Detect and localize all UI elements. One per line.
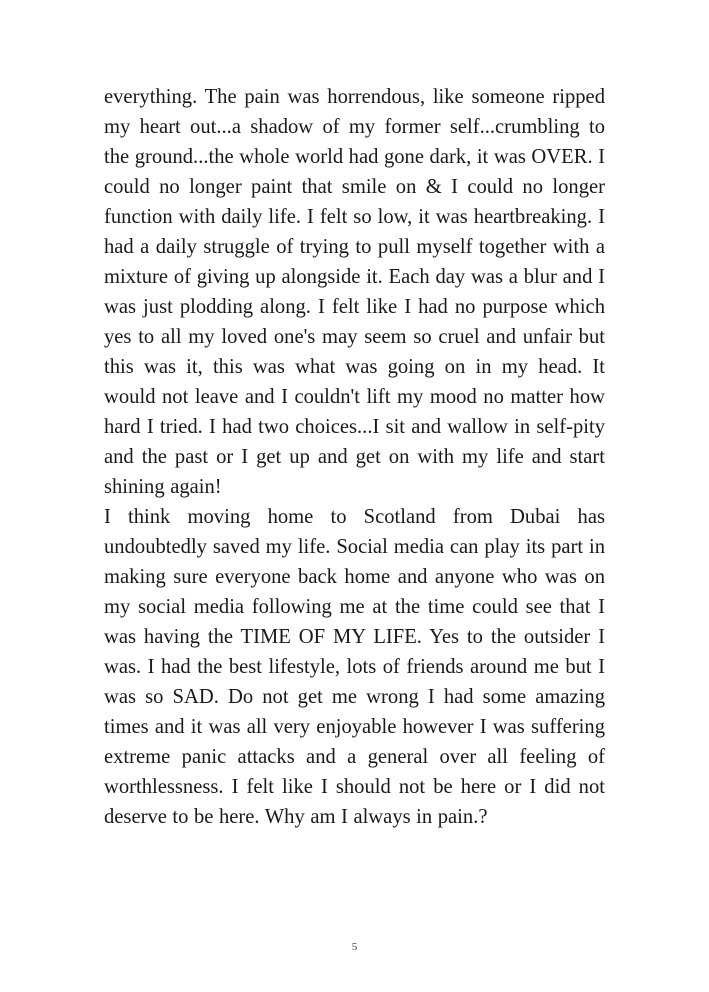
body-paragraph: I think moving home to Scotland from Dubai has undoubtedly saved my life. Social media can play its part in making sure everyone back home and anyone who was on my social media following me at the time could see that I was having the TIME OF MY LIFE. Yes to the outsider I was. I had the best lifestyle, lots of friends around me but I was so SAD. Do not get me wrong I had some amazing times and it was all very enjoyable however I was suffering extreme panic attacks and a general over all feeling of worthlessness. I felt like I should not be here or I did not deserve to be here. Why am I always in pain.? xyxy=(104,506,605,828)
page-body xyxy=(104,82,605,832)
page-number: 5 xyxy=(351,941,358,953)
body-paragraph: everything. The pain was horrendous, like someone ripped my heart out...a shadow of my former self...crumbling to the ground...the whole world had gone dark, it was OVER. I could no longer paint that smile on & I could no longer function with daily life. I felt so low, it was heartbreaking. I had a daily struggle of trying to pull myself together with a mixture of giving up alongside it. Each day was a blur and I was just plodding along. I felt like I had no purpose which yes to all my loved one's may seem so cruel and unfair but this was it, this was what was going on in my head. It would not leave and I couldn't lift my mood no matter how hard I tried. I had two choices...I sit and wallow in self-pity and the past or I get up and get on with my life and start shining again! xyxy=(104,86,606,498)
